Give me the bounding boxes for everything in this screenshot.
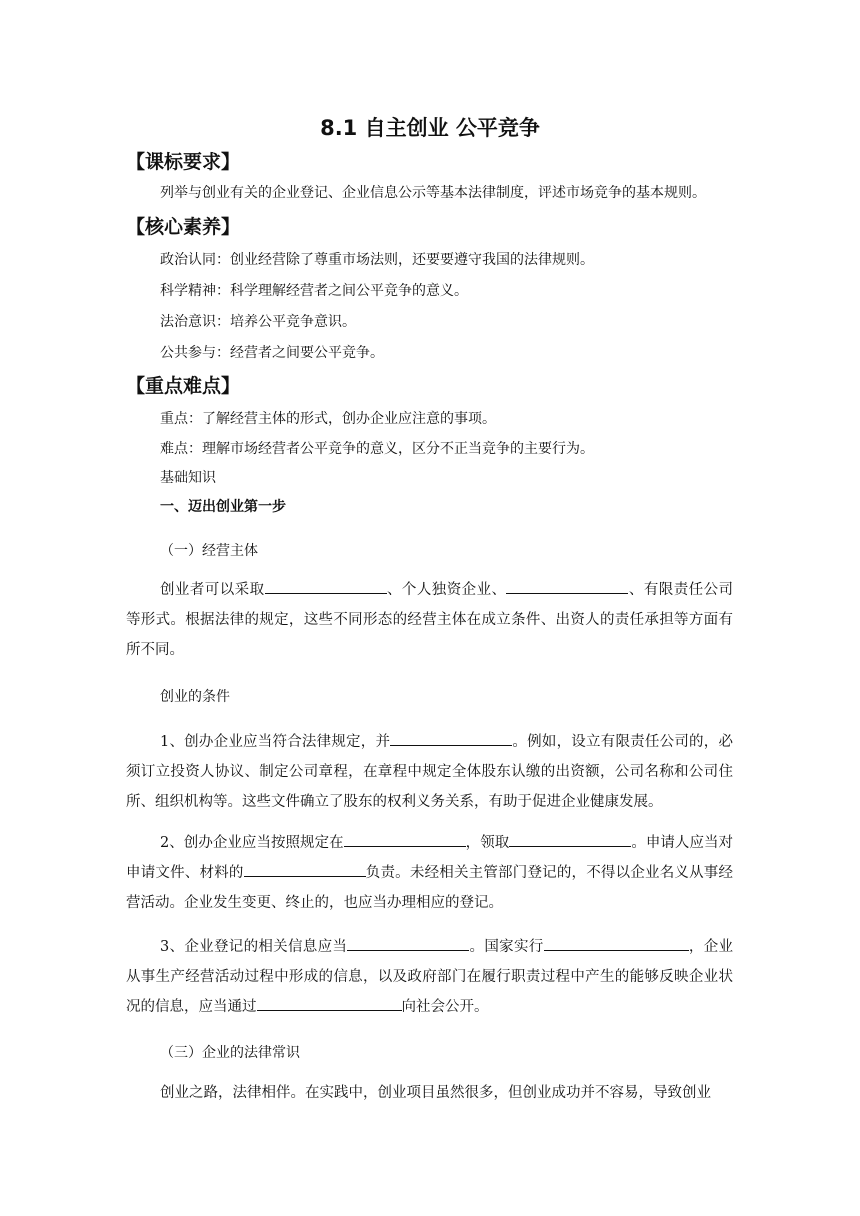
paragraph-4 — [126, 932, 733, 1022]
hexin-line-3: 法治意识：培养公平竞争意识。 — [160, 314, 356, 330]
p1-text-b: 、个人独资企业、 — [386, 582, 507, 598]
p2-text-b: 。例如，设立有限责任公司的，必须订立投资人协议、制定公司章程，在章程中规定全体股东认缴的出资额，公司名称和公司住所、组织机构等。这些文件确立了股东的权利义务关系，有助于促进企业健康发展。 — [126, 734, 733, 810]
fill-blank[interactable] — [244, 862, 366, 877]
paragraph-5: 创业之路，法律相伴。在实践中，创业项目虽然很多，但创业成功并不容易，导致创业 — [160, 1085, 711, 1101]
hexin-line-2: 科学精神：科学理解经营者之间公平竞争的意义。 — [160, 283, 468, 299]
paragraph-3 — [126, 828, 733, 918]
p2-text-a: 1、创办企业应当符合法律规定，并 — [160, 734, 391, 750]
part1-heading: 一、迈出创业第一步 — [160, 499, 286, 515]
fill-blank[interactable] — [347, 936, 469, 951]
p1-text-a: 创业者可以采取 — [160, 582, 265, 598]
p4-text-d: 向社会公开。 — [401, 999, 489, 1015]
fill-blank[interactable] — [506, 579, 628, 594]
kebiao-text: 列举与创业有关的企业登记、企业信息公示等基本法律制度，评述市场竞争的基本规则。 — [160, 185, 706, 201]
jichu-label: 基础知识 — [160, 470, 216, 486]
p3-text-c: 。申请人应当对申请文件、材料的 — [126, 835, 734, 881]
p3-text-b: ，领取 — [465, 835, 510, 851]
p4-text-c: ，企业从事生产经营活动过程中形成的信息，以及政府部门在履行职责过程中产生的能够反映企业状况的信息，应当通过 — [126, 939, 734, 1015]
p1-text-c: 、有限责任公司等形式。根据法律的规定，这些不同形态的经营主体在成立条件、出资人的责任承担等方面有所不同。 — [126, 582, 734, 658]
document-title: 8.1 自主创业 公平竞争 — [320, 116, 540, 140]
paragraph-2 — [126, 727, 733, 817]
sub1-heading: （一）经营主体 — [160, 543, 258, 559]
fill-blank[interactable] — [544, 936, 689, 951]
fill-blank[interactable] — [344, 832, 466, 847]
hexin-line-4: 公共参与：经营者之间要公平竞争。 — [160, 345, 384, 361]
fill-blank[interactable] — [257, 996, 402, 1011]
cond-heading: 创业的条件 — [160, 689, 230, 705]
p3-text-d: 负责。未经相关主管部门登记的，不得以企业名义从事经营活动。企业发生变更、终止的，也应当办理相应的登记。 — [126, 865, 734, 911]
fill-blank[interactable] — [265, 579, 387, 594]
p4-text-a: 3、企业登记的相关信息应当 — [160, 939, 348, 955]
paragraph-1 — [126, 575, 733, 665]
p4-text-b: 。国家实行 — [469, 939, 544, 955]
heading-kebiao: 【课标要求】 — [126, 151, 241, 173]
fill-blank[interactable] — [390, 731, 512, 746]
fill-blank[interactable] — [509, 832, 631, 847]
heading-hexin: 【核心素养】 — [126, 216, 241, 238]
sub3-heading: （三）企业的法律常识 — [160, 1045, 300, 1061]
hexin-line-1: 政治认同：创业经营除了尊重市场法则，还要要遵守我国的法律规则。 — [160, 252, 594, 268]
heading-zhongdian: 【重点难点】 — [126, 375, 241, 397]
zhongdian-line-1: 重点：了解经营主体的形式，创办企业应注意的事项。 — [160, 411, 496, 427]
zhongdian-line-2: 难点：理解市场经营者公平竞争的意义，区分不正当竞争的主要行为。 — [160, 441, 594, 457]
p3-text-a: 2、创办企业应当按照规定在 — [160, 835, 344, 851]
